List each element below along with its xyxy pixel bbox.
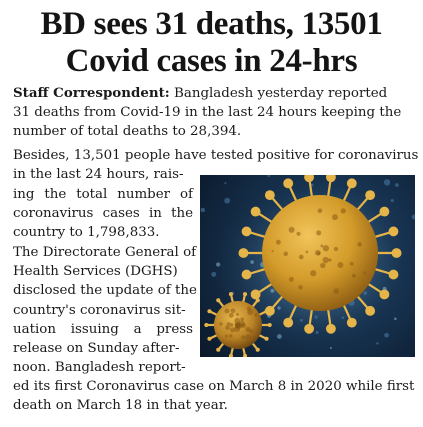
article-line: ing the total number of xyxy=(13,187,193,202)
article-text: Bangladesh yesterday reported xyxy=(174,86,388,101)
headline xyxy=(0,6,423,80)
headline-line-2: Covid cases in 24-hrs xyxy=(65,43,358,79)
byline: Staff Correspondent: xyxy=(13,85,170,101)
coronavirus-photo xyxy=(200,175,415,357)
article-line: coronavirus cases in the xyxy=(13,206,193,221)
article-line: noon. Bangladesh report- xyxy=(13,360,186,375)
article-line: Besides, 13,501 people have tested positive for coronavirus xyxy=(13,148,419,163)
article-line: uation issuing a press xyxy=(13,322,193,337)
headline-line-1: BD sees 31 deaths, 13501 xyxy=(40,6,383,42)
article-line: Health Services (DGHS) xyxy=(13,264,178,279)
article-line: country's coronavirus sit- xyxy=(13,303,186,318)
article-line: ed its first Coronavirus case on March 8 in 2020 while first xyxy=(13,379,415,394)
article-line: disclosed the update of the xyxy=(13,283,197,298)
article-line: release on Sunday after- xyxy=(13,341,180,356)
article-line: death on March 18 in that year. xyxy=(13,398,228,413)
article-line xyxy=(13,84,411,103)
article-line: 31 deaths from Covid-19 in the last 24 hours keeping the xyxy=(13,105,402,120)
article-line: country to 1,798,833. xyxy=(13,225,160,240)
virus-icon xyxy=(200,175,415,357)
article-line: number of total deaths to 28,394. xyxy=(13,124,242,139)
article-line: The Directorate General of xyxy=(13,245,197,260)
article-line: in the last 24 hours, rais- xyxy=(13,167,184,182)
